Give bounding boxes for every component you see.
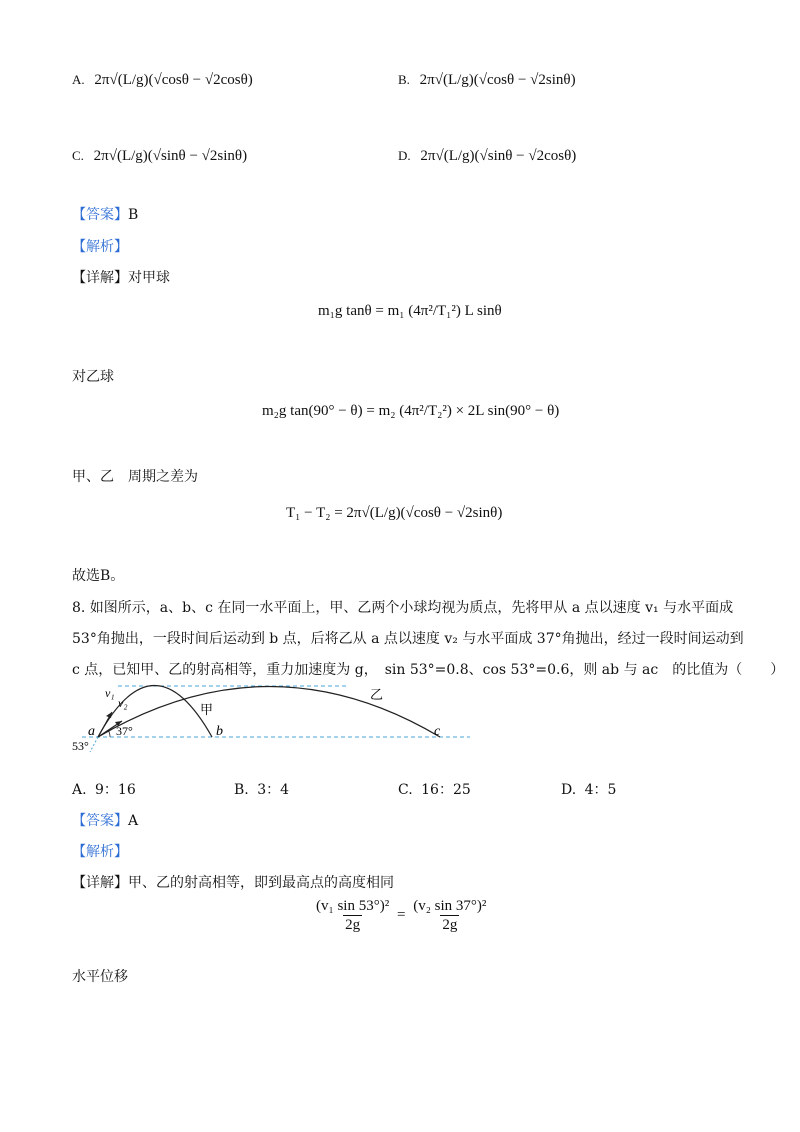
option-c-letter: C. <box>72 148 84 163</box>
equation-2: m₂g tan(90° − θ) = m₂ (4π²/T₂²) × 2L sin(90° − θ) <box>262 403 560 419</box>
q8-option-a <box>72 779 136 799</box>
q8-answer <box>72 810 138 830</box>
q8-stem-line-1: 8. 如图所示，a、b、c 在同一水平面上，甲、乙两个小球均视为质点，先将甲从 a 点以速度 v₁ 与水平面成 <box>72 600 734 616</box>
option-d-expression: 2π√(L/g)(√sinθ − √2cosθ) <box>420 148 577 164</box>
q7-answer <box>72 204 138 224</box>
detail-tag: 【详解】 <box>72 270 128 286</box>
q7-intro-3: 甲、乙 周期之差为 <box>72 469 198 485</box>
q8-option-b-letter: B. <box>234 782 249 798</box>
option-b-letter: B. <box>398 72 410 87</box>
q8-analysis-tag: 【解析】 <box>72 844 128 860</box>
fraction-right <box>411 898 488 934</box>
fraction-left <box>314 898 391 934</box>
projectile-figure <box>70 680 480 760</box>
label-v2: v₂ <box>118 696 128 710</box>
q8-option-a-letter: A. <box>72 782 87 798</box>
q7-intro-2: 对乙球 <box>72 369 114 385</box>
q8-option-c-text: 16：25 <box>421 782 471 798</box>
option-c-expression: 2π√(L/g)(√sinθ − √2sinθ) <box>93 148 248 164</box>
option-c <box>72 148 247 165</box>
q8-stem-line-2: 53°角抛出，一段时间后运动到 b 点，后将乙从 a 点以速度 v₂ 与水平面成 37°角抛出，经过一段时间运动到 <box>72 631 744 647</box>
numerator-right: (v₂ sin 37°)² <box>413 898 487 914</box>
detail-intro-text: 甲、乙的射高相等，即到最高点的高度相同 <box>128 875 394 891</box>
numerator-left: (v₁ sin 53°)² <box>316 898 390 914</box>
q7-detail-intro <box>72 267 170 287</box>
detail-intro-text: 对甲球 <box>128 270 170 286</box>
q7-analysis-tag: 【解析】 <box>72 239 128 255</box>
label-37: 37° <box>116 724 133 738</box>
q8-detail-intro <box>72 872 394 892</box>
label-yi: 乙 <box>370 688 384 703</box>
answer-tag: 【答案】 <box>72 207 128 223</box>
answer-value: B <box>128 207 139 223</box>
q8-stem-line-3: c 点，已知甲、乙的射高相等，重力加速度为 g， sin 53°=0.8、cos 53°=0.6，则 ab 与 ac 的比值为（ ） <box>72 662 785 678</box>
q8-option-d <box>561 779 616 799</box>
q8-option-c-letter: C. <box>398 782 413 798</box>
denominator-right: 2g <box>442 916 458 933</box>
option-b-expression: 2π√(L/g)(√cosθ − √2sinθ) <box>419 72 576 88</box>
option-a-letter: A. <box>72 72 85 87</box>
option-d <box>398 148 576 165</box>
equals-sign: = <box>396 907 406 924</box>
equation-1: m₁g tanθ = m₁ (4π²/T₁²) L sinθ <box>318 303 502 319</box>
q8-option-d-text: 4：5 <box>584 782 617 798</box>
angle-53-guide <box>90 737 98 752</box>
q8-next-step: 水平位移 <box>72 969 128 985</box>
label-53: 53° <box>72 739 89 753</box>
v1-arrowhead <box>106 712 112 718</box>
label-a: a <box>88 724 95 739</box>
option-d-letter: D. <box>398 148 411 163</box>
q8-option-b <box>234 779 289 799</box>
option-b <box>398 72 576 89</box>
label-jia: 甲 <box>200 703 214 718</box>
q8-option-b-text: 3：4 <box>257 782 290 798</box>
angle-37-arc <box>108 730 110 737</box>
denominator-left: 2g <box>345 916 361 933</box>
equation-3: T₁ − T₂ = 2π√(L/g)(√cosθ − √2sinθ) <box>286 505 503 521</box>
q8-option-c <box>398 779 471 799</box>
option-a <box>72 72 253 89</box>
equation-height <box>312 898 490 934</box>
q8-option-a-text: 9：16 <box>95 782 136 798</box>
label-v1: v₁ <box>105 686 115 700</box>
q7-conclusion: 故选B。 <box>72 568 125 584</box>
q8-option-d-letter: D. <box>561 782 577 798</box>
detail-tag: 【详解】 <box>72 875 128 891</box>
label-b: b <box>216 724 223 739</box>
option-a-expression: 2π√(L/g)(√cosθ − √2cosθ) <box>94 72 253 88</box>
label-c: c <box>434 724 441 739</box>
trajectory-yi <box>98 687 440 738</box>
answer-tag: 【答案】 <box>72 813 128 829</box>
answer-value: A <box>128 813 139 829</box>
